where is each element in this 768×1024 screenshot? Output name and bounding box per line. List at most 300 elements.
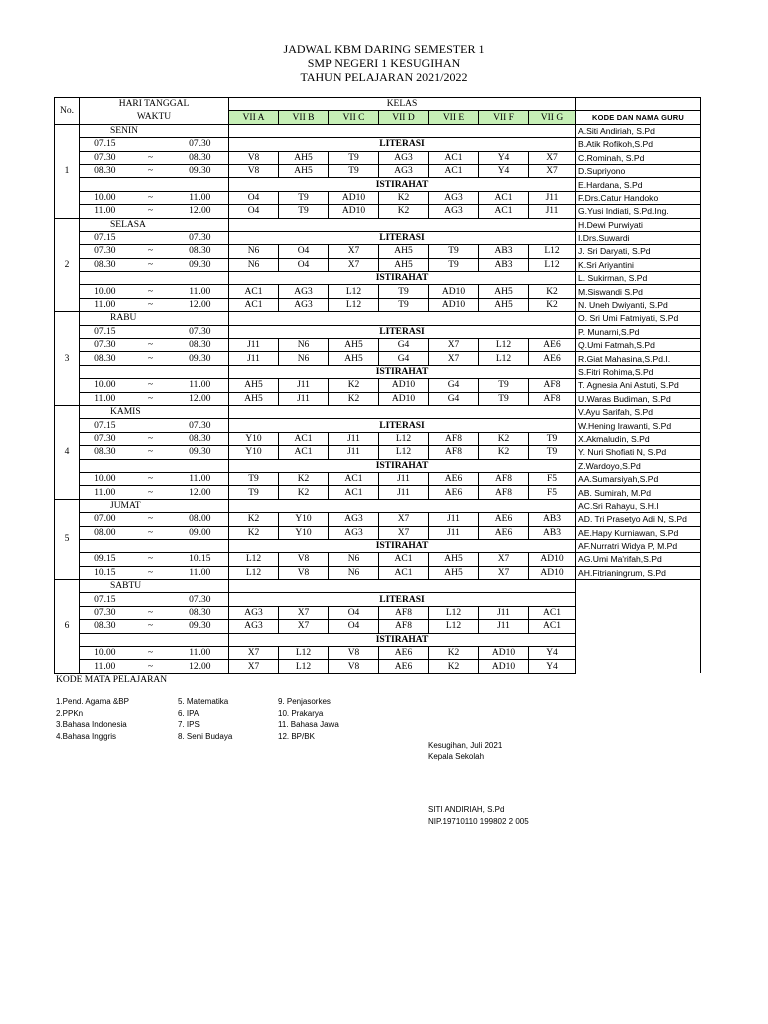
subject-code-cell: K2	[479, 432, 529, 445]
subject-code-cell: X7	[379, 526, 429, 539]
teacher-entry: U.Waras Budiman, S.Pd	[576, 392, 701, 405]
class-header: VII A	[229, 111, 279, 124]
time-end: 09.30	[172, 164, 229, 177]
legend-item: 10. Prakarya	[278, 708, 324, 718]
subject-code-cell: V8	[229, 151, 279, 164]
subject-code-cell: L12	[279, 647, 329, 660]
subject-code-cell: AF8	[429, 432, 479, 445]
subject-code-cell: J11	[379, 486, 429, 499]
subject-code-cell: AF8	[379, 620, 429, 633]
day-spacer	[229, 580, 576, 593]
time-separator: ~	[130, 620, 172, 633]
subject-code-cell: T9	[429, 258, 479, 271]
teacher-entry: V.Ayu Sarifah, S.Pd	[576, 405, 701, 418]
subject-code-cell: F5	[529, 472, 576, 485]
subject-code-cell: K2	[529, 298, 576, 311]
time-end: 09.30	[172, 352, 229, 365]
literasi-label: LITERASI	[229, 593, 576, 606]
subject-code-cell: AB3	[479, 245, 529, 258]
time-empty	[80, 272, 229, 285]
subject-code-cell: AD10	[479, 660, 529, 673]
subject-code-cell: L12	[529, 258, 576, 271]
subject-code-cell: X7	[379, 513, 429, 526]
subject-code-cell: T9	[429, 245, 479, 258]
time-end: 08.30	[172, 245, 229, 258]
time-slot-row	[55, 660, 701, 673]
time-slot-row	[55, 164, 701, 177]
class-header: VII D	[379, 111, 429, 124]
subject-code-cell: L12	[529, 245, 576, 258]
legend-item: 9. Penjasorkes	[278, 697, 331, 706]
subject-code-cell: L12	[329, 285, 379, 298]
subject-code-cell: K2	[429, 660, 479, 673]
teacher-entry-empty	[576, 647, 701, 660]
teacher-entry: C.Rominah, S.Pd	[576, 151, 701, 164]
subject-code-cell: K2	[229, 513, 279, 526]
kelas-header: KELAS	[229, 98, 576, 111]
time-slot-row	[55, 231, 701, 244]
time-end: 11.00	[172, 191, 229, 204]
time-end: 11.00	[172, 379, 229, 392]
teacher-entry: X.Akmaludin, S.Pd	[576, 432, 701, 445]
subject-code-cell: AF8	[529, 379, 576, 392]
time-start: 10.00	[80, 647, 130, 660]
time-slot-row	[55, 526, 701, 539]
teacher-entry: D.Supriyono	[576, 164, 701, 177]
time-separator: ~	[130, 379, 172, 392]
day-spacer	[229, 312, 576, 325]
subject-code-cell: T9	[479, 392, 529, 405]
istirahat-label: ISTIRAHAT	[229, 539, 576, 552]
subject-code-cell: AF8	[429, 446, 479, 459]
subject-code-cell: K2	[529, 285, 576, 298]
subject-code-cell: AH5	[379, 245, 429, 258]
subject-code-cell: AG3	[279, 285, 329, 298]
time-start: 07.30	[80, 151, 130, 164]
time-separator: ~	[130, 553, 172, 566]
subject-code-cell: AF8	[529, 392, 576, 405]
time-slot-row	[55, 352, 701, 365]
subject-code-cell: AE6	[429, 486, 479, 499]
time-start: 07.00	[80, 513, 130, 526]
teacher-entry: M.Siswandi S.Pd	[576, 285, 701, 298]
legend-column-2	[178, 696, 232, 742]
day-number: 5	[55, 499, 80, 579]
subject-code-cell: L12	[229, 566, 279, 579]
teacher-entry: F.Drs.Catur Handoko	[576, 191, 701, 204]
time-slot-row	[55, 486, 701, 499]
subject-code-cell: AG3	[429, 191, 479, 204]
subject-code-cell: Y4	[529, 660, 576, 673]
subject-code-cell: AG3	[329, 513, 379, 526]
subject-code-cell: AF8	[479, 486, 529, 499]
subject-code-cell: AC1	[279, 432, 329, 445]
time-separator	[130, 593, 172, 606]
subject-code-cell: X7	[529, 164, 576, 177]
subject-code-cell: K2	[329, 392, 379, 405]
subject-code-cell: G4	[429, 379, 479, 392]
teacher-entry: AH.Fitrianingrum, S.Pd	[576, 566, 701, 579]
legend-item: 11. Bahasa Jawa	[278, 720, 339, 729]
time-start: 10.00	[80, 379, 130, 392]
time-end: 08.30	[172, 606, 229, 619]
subject-code-cell: F5	[529, 486, 576, 499]
istirahat-label: ISTIRAHAT	[229, 365, 576, 378]
subject-code-cell: Y10	[229, 432, 279, 445]
legend-item: 6. IPA	[178, 708, 200, 718]
subject-code-cell: AF8	[479, 472, 529, 485]
time-empty	[80, 459, 229, 472]
time-start: 08.30	[80, 446, 130, 459]
subject-code-cell: AC1	[429, 151, 479, 164]
subject-code-cell: AG3	[229, 606, 279, 619]
no-header: No.	[55, 98, 80, 125]
legend-title: KODE MATA PELAJARAN	[56, 675, 168, 685]
subject-code-cell: AC1	[329, 486, 379, 499]
teacher-entry: L. Sukirman, S.Pd	[576, 272, 701, 285]
header-row	[55, 98, 701, 111]
subject-code-cell: AD10	[529, 553, 576, 566]
time-slot-row	[55, 513, 701, 526]
time-separator: ~	[130, 513, 172, 526]
subject-code-cell: Y10	[279, 526, 329, 539]
time-empty	[80, 178, 229, 191]
subject-code-cell: T9	[279, 205, 329, 218]
time-end: 11.00	[172, 285, 229, 298]
time-end: 08.30	[172, 151, 229, 164]
time-separator: ~	[130, 339, 172, 352]
subject-code-cell: L12	[379, 432, 429, 445]
subject-code-cell: X7	[479, 566, 529, 579]
subject-code-cell: AC1	[529, 620, 576, 633]
time-slot-row	[55, 205, 701, 218]
time-separator	[130, 325, 172, 338]
document-title: JADWAL KBM DARING SEMESTER 1	[283, 42, 485, 56]
time-separator: ~	[130, 164, 172, 177]
subject-code-cell: AC1	[329, 472, 379, 485]
teacher-entry: AC.Sri Rahayu, S.H.I	[576, 499, 701, 512]
legend-item: 12. BP/BK	[278, 731, 315, 741]
time-start: 07.15	[80, 419, 130, 432]
time-end: 12.00	[172, 660, 229, 673]
legend-item: 4.Bahasa Inggris	[56, 731, 117, 741]
legend-item: 7. IPS	[178, 720, 200, 729]
teacher-entry-empty	[576, 660, 701, 673]
time-start: 07.30	[80, 606, 130, 619]
subject-code-cell: J11	[529, 205, 576, 218]
subject-code-cell: T9	[479, 379, 529, 392]
time-slot-row	[55, 459, 701, 472]
time-separator: ~	[130, 606, 172, 619]
subject-code-cell: AH5	[229, 392, 279, 405]
time-empty	[80, 365, 229, 378]
teacher-entry: AG.Umi Ma'rifah,S.Pd	[576, 553, 701, 566]
teacher-entry: Z.Wardoyo,S.Pd	[576, 459, 701, 472]
subject-code-cell: T9	[529, 446, 576, 459]
time-end: 07.30	[172, 138, 229, 151]
teacher-entry-empty	[576, 580, 701, 593]
time-separator: ~	[130, 566, 172, 579]
signature-nip: NIP.19710110 199802 2 005	[428, 817, 529, 826]
subject-code-cell: AG3	[229, 620, 279, 633]
subject-code-cell: O4	[329, 620, 379, 633]
subject-code-cell: N6	[329, 553, 379, 566]
time-slot-row	[55, 419, 701, 432]
time-end: 12.00	[172, 298, 229, 311]
legend-column-1	[56, 696, 129, 742]
time-end: 09.30	[172, 258, 229, 271]
subject-code-cell: X7	[279, 606, 329, 619]
subject-code-cell: J11	[529, 191, 576, 204]
teacher-entry-empty	[576, 606, 701, 619]
time-slot-row	[55, 472, 701, 485]
day-spacer	[229, 499, 576, 512]
time-end: 09.00	[172, 526, 229, 539]
subject-code-cell: N6	[329, 566, 379, 579]
day-name: JUMAT	[80, 499, 229, 512]
subject-code-cell: J11	[429, 526, 479, 539]
subject-code-cell: L12	[429, 620, 479, 633]
subject-code-cell: AH5	[329, 339, 379, 352]
subject-code-cell: Y10	[279, 513, 329, 526]
teacher-entry: AD. Tri Prasetyo Adi N, S.Pd	[576, 513, 701, 526]
subject-code-cell: AH5	[229, 379, 279, 392]
subject-code-cell: K2	[379, 205, 429, 218]
academic-year: TAHUN PELAJARAN 2021/2022	[300, 70, 468, 84]
subject-code-cell: K2	[429, 647, 479, 660]
time-end: 11.00	[172, 566, 229, 579]
time-start: 11.00	[80, 298, 130, 311]
time-start: 10.15	[80, 566, 130, 579]
subject-code-cell: V8	[229, 164, 279, 177]
legend-column-3	[278, 696, 339, 742]
time-start: 08.30	[80, 352, 130, 365]
subject-code-cell: X7	[329, 245, 379, 258]
subject-code-cell: AC1	[479, 205, 529, 218]
signature-place-date: Kesugihan, Juli 2021	[428, 741, 503, 750]
subject-code-cell: L12	[479, 352, 529, 365]
subject-code-cell: O4	[229, 191, 279, 204]
subject-code-cell: K2	[329, 379, 379, 392]
day-row	[55, 580, 701, 593]
time-separator: ~	[130, 472, 172, 485]
day-row	[55, 405, 701, 418]
time-slot-row	[55, 593, 701, 606]
subject-code-cell: L12	[379, 446, 429, 459]
time-slot-row	[55, 392, 701, 405]
time-end: 07.30	[172, 231, 229, 244]
time-separator: ~	[130, 446, 172, 459]
subject-code-cell: AC1	[429, 164, 479, 177]
teacher-entry: N. Uneh Dwiyanti, S.Pd	[576, 298, 701, 311]
subject-code-cell: V8	[329, 660, 379, 673]
teacher-column-spacer	[576, 98, 701, 111]
time-start: 11.00	[80, 205, 130, 218]
teacher-entry: T. Agnesia Ani Astuti, S.Pd	[576, 379, 701, 392]
subject-code-cell: T9	[229, 486, 279, 499]
istirahat-label: ISTIRAHAT	[229, 633, 576, 646]
schedule-table	[54, 97, 701, 674]
subject-code-cell: J11	[329, 446, 379, 459]
day-row	[55, 218, 701, 231]
legend-item: 3.Bahasa Indonesia	[56, 720, 127, 729]
subject-code-cell: AE6	[379, 647, 429, 660]
subject-code-cell: J11	[479, 620, 529, 633]
subject-code-cell: AH5	[279, 151, 329, 164]
teacher-entry: H.Dewi Purwiyati	[576, 218, 701, 231]
waktu-header: WAKTU	[80, 111, 229, 124]
time-start: 07.15	[80, 138, 130, 151]
time-start: 07.15	[80, 593, 130, 606]
subject-code-cell: AH5	[429, 566, 479, 579]
time-end: 07.30	[172, 419, 229, 432]
teacher-entry: B.Atik Rofikoh,S.Pd	[576, 138, 701, 151]
subject-code-cell: X7	[279, 620, 329, 633]
subject-code-cell: L12	[429, 606, 479, 619]
time-separator: ~	[130, 205, 172, 218]
subject-code-cell: N6	[279, 352, 329, 365]
subject-code-cell: T9	[379, 298, 429, 311]
subject-code-cell: J11	[479, 606, 529, 619]
time-separator: ~	[130, 151, 172, 164]
day-name: SELASA	[80, 218, 229, 231]
time-start: 10.00	[80, 472, 130, 485]
subject-code-cell: N6	[229, 258, 279, 271]
time-start: 08.00	[80, 526, 130, 539]
time-start: 07.15	[80, 325, 130, 338]
subject-code-cell: AD10	[529, 566, 576, 579]
time-end: 08.00	[172, 513, 229, 526]
subject-code-cell: AG3	[379, 151, 429, 164]
time-separator: ~	[130, 392, 172, 405]
time-end: 11.00	[172, 647, 229, 660]
istirahat-label: ISTIRAHAT	[229, 178, 576, 191]
subject-code-cell: AH5	[479, 298, 529, 311]
subject-code-cell: AB3	[529, 513, 576, 526]
subject-code-cell: Y4	[529, 647, 576, 660]
time-start: 08.30	[80, 620, 130, 633]
day-spacer	[229, 124, 576, 137]
time-slot-row	[55, 258, 701, 271]
teacher-entry: K.Sri Ariyantini	[576, 258, 701, 271]
subject-code-cell: AD10	[329, 205, 379, 218]
subject-code-cell: AE6	[529, 352, 576, 365]
time-slot-row	[55, 539, 701, 552]
teacher-entry: O. Sri Umi Fatmiyati, S.Pd	[576, 312, 701, 325]
subject-code-cell: AH5	[479, 285, 529, 298]
teacher-entry: AF.Nurratri Widya P, M.Pd	[576, 539, 701, 552]
teacher-entry-empty	[576, 633, 701, 646]
subject-code-cell: AE6	[529, 339, 576, 352]
literasi-label: LITERASI	[229, 231, 576, 244]
istirahat-label: ISTIRAHAT	[229, 272, 576, 285]
signature-position: Kepala Sekolah	[428, 752, 485, 761]
time-slot-row	[55, 298, 701, 311]
class-header: VII G	[529, 111, 576, 124]
time-separator: ~	[130, 486, 172, 499]
time-separator: ~	[130, 298, 172, 311]
subject-code-cell: Y10	[229, 446, 279, 459]
subject-code-cell: AC1	[379, 566, 429, 579]
teacher-entry: E.Hardana, S.Pd	[576, 178, 701, 191]
time-slot-row	[55, 138, 701, 151]
schedule-body	[55, 98, 701, 674]
day-name: SABTU	[80, 580, 229, 593]
subject-code-cell: T9	[329, 164, 379, 177]
subject-code-cell: O4	[329, 606, 379, 619]
time-start: 08.30	[80, 258, 130, 271]
subject-code-cell: AH5	[279, 164, 329, 177]
subject-code-cell: J11	[229, 339, 279, 352]
time-end: 12.00	[172, 392, 229, 405]
subject-code-cell: X7	[479, 553, 529, 566]
time-start: 07.15	[80, 231, 130, 244]
legend-item: 2.PPKn	[56, 708, 84, 718]
subject-code-cell: K2	[279, 472, 329, 485]
day-number: 6	[55, 580, 80, 674]
day-row	[55, 124, 701, 137]
time-separator	[130, 419, 172, 432]
subject-code-cell: AB3	[529, 526, 576, 539]
time-slot-row	[55, 191, 701, 204]
time-separator: ~	[130, 285, 172, 298]
subject-code-cell: N6	[229, 245, 279, 258]
subject-code-cell: X7	[429, 339, 479, 352]
school-name: SMP NEGERI 1 KESUGIHAN	[307, 56, 461, 70]
subject-code-cell: L12	[229, 553, 279, 566]
time-start: 07.30	[80, 339, 130, 352]
subject-code-cell: O4	[279, 245, 329, 258]
teacher-entry: Q.Umi Fatmah,S.Pd	[576, 339, 701, 352]
time-start: 08.30	[80, 164, 130, 177]
subject-code-cell: L12	[329, 298, 379, 311]
day-time-header	[80, 98, 229, 111]
time-separator: ~	[130, 432, 172, 445]
hari-tanggal-label: HARI TANGGAL	[118, 99, 190, 110]
day-number: 3	[55, 312, 80, 406]
subject-code-cell: AD10	[379, 392, 429, 405]
subject-code-cell: J11	[229, 352, 279, 365]
time-slot-row	[55, 620, 701, 633]
time-start: 07.30	[80, 245, 130, 258]
time-end: 08.30	[172, 432, 229, 445]
subject-code-cell: T9	[379, 285, 429, 298]
legend-item: 8. Seni Budaya	[178, 731, 233, 741]
day-spacer	[229, 405, 576, 418]
time-start: 10.00	[80, 191, 130, 204]
subject-code-cell: AD10	[379, 379, 429, 392]
teacher-entry: AE.Hapy Kurniawan, S.Pd	[576, 526, 701, 539]
time-end: 07.30	[172, 593, 229, 606]
time-separator: ~	[130, 245, 172, 258]
subject-code-cell: AC1	[529, 606, 576, 619]
subject-code-cell: AB3	[479, 258, 529, 271]
subject-code-cell: Y4	[479, 151, 529, 164]
teacher-entry: P. Munarni,S.Pd	[576, 325, 701, 338]
time-start: 07.30	[80, 432, 130, 445]
subject-code-cell: AC1	[229, 298, 279, 311]
legend-item: 5. Matematika	[178, 697, 229, 706]
time-end: 09.30	[172, 620, 229, 633]
class-header: VII B	[279, 111, 329, 124]
day-row	[55, 312, 701, 325]
day-name: RABU	[80, 312, 229, 325]
subject-code-cell: AC1	[229, 285, 279, 298]
teacher-entry: R.Giat Mahasina,S.Pd.I.	[576, 352, 701, 365]
subject-code-cell: J11	[279, 379, 329, 392]
day-number: 4	[55, 405, 80, 499]
time-separator	[130, 138, 172, 151]
